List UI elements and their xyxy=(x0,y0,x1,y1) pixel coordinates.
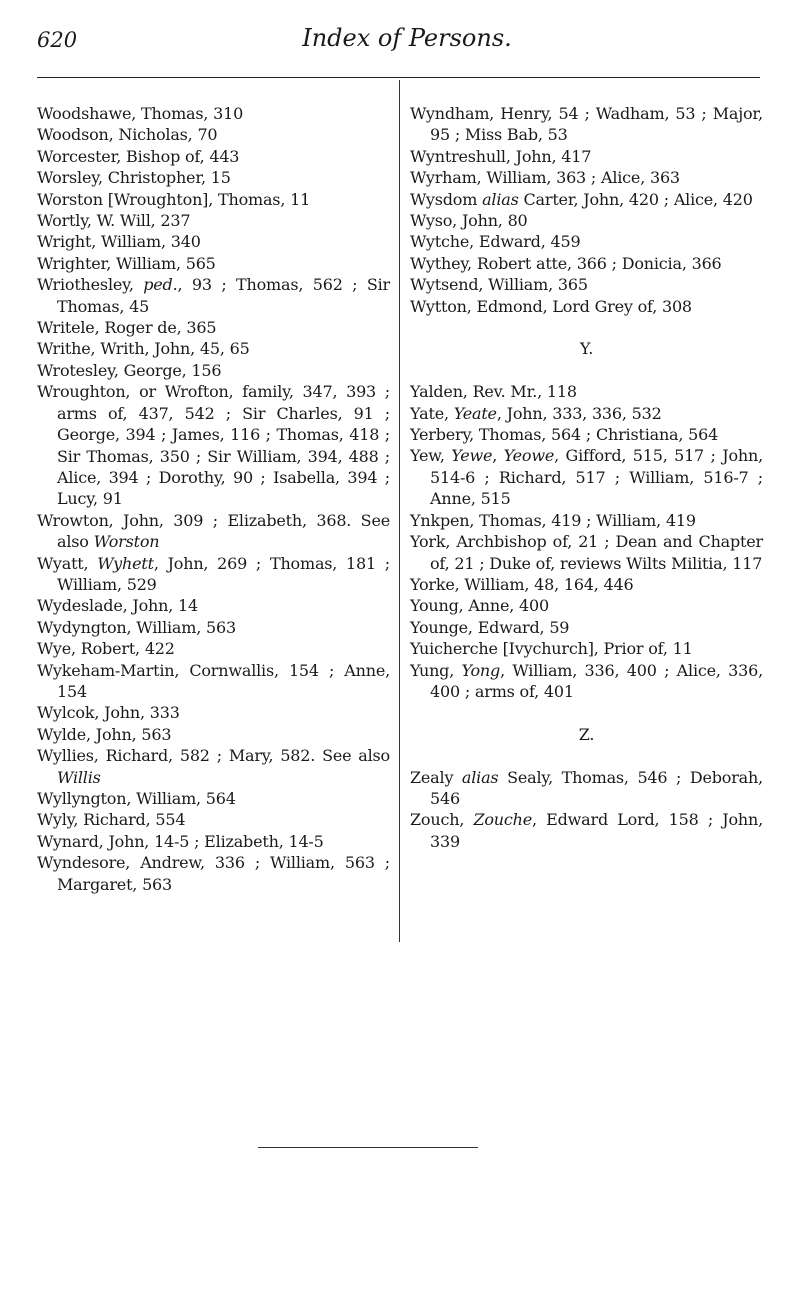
entry-text: Writhe, Writh, John, 45, 65 xyxy=(37,339,250,359)
entry-text: Wythey, Robert atte, 366 ; Donicia, 366 xyxy=(410,253,722,273)
italic-text: alias xyxy=(461,767,499,787)
entry-text: Wylcok, John, 333 xyxy=(37,703,180,723)
index-entry xyxy=(37,146,390,167)
index-entry xyxy=(37,338,390,359)
entry-text: Wrotesley, George, 156 xyxy=(37,360,222,380)
entry-text: Wye, Robert, 422 xyxy=(37,639,175,659)
entry-text: Zouch, xyxy=(410,810,474,830)
index-entry xyxy=(410,253,763,274)
index-entry xyxy=(37,253,390,274)
index-entry xyxy=(37,317,390,338)
entry-text: Wright, William, 340 xyxy=(37,232,201,252)
index-entry xyxy=(37,510,390,553)
index-entry xyxy=(410,189,763,210)
index-entry xyxy=(410,296,763,317)
entry-text: Woodshawe, Thomas, 310 xyxy=(37,104,244,123)
entry-text: Wydyngton, William, 563 xyxy=(37,617,236,637)
italic-text: Worston xyxy=(93,532,160,552)
entry-text: , John, 269 ; Thomas, 181 ; William, 529 xyxy=(57,553,390,594)
index-entry xyxy=(37,831,390,852)
entry-text: Wylde, John, 563 xyxy=(37,724,172,744)
entry-text: Sealy, Thomas, 546 ; Deborah, 546 xyxy=(430,767,763,808)
italic-text: Yeate xyxy=(453,403,497,423)
page-title: Index of Persons. xyxy=(302,24,512,52)
entry-text: , John, 333, 336, 532 xyxy=(496,403,662,423)
entry-text: Wyly, Richard, 554 xyxy=(37,810,186,830)
italic-text: ped. xyxy=(143,275,178,295)
section-letter-heading: Y. xyxy=(579,339,594,359)
index-entry xyxy=(37,553,390,596)
entry-text: Carter, John, 420 ; Alice, 420 xyxy=(518,189,753,209)
index-entry xyxy=(410,210,763,231)
index-entry xyxy=(37,231,390,252)
index-entry xyxy=(410,274,763,295)
index-entry xyxy=(37,809,390,830)
index-entry xyxy=(410,146,763,167)
page-number: 620 xyxy=(37,28,78,52)
italic-text: Willis xyxy=(57,767,101,787)
index-entry xyxy=(37,702,390,723)
entry-text: York, Archbishop of, 21 ; Dean and Chapter of, 21 ; Duke of, reviews Wilts Militia, 117 xyxy=(410,532,763,573)
entry-text: Zealy xyxy=(410,767,462,787)
index-entry xyxy=(410,103,763,146)
left-column xyxy=(37,103,390,895)
index-entry xyxy=(37,103,390,124)
entry-text: Writele, Roger de, 365 xyxy=(37,318,217,338)
italic-text: alias xyxy=(482,189,519,209)
entry-text: Yalden, Rev. Mr., 118 xyxy=(410,382,577,402)
index-entry xyxy=(410,767,763,810)
index-entry xyxy=(410,381,763,402)
entry-text: Wyllyngton, William, 564 xyxy=(37,789,236,808)
entry-text: Wrighter, William, 565 xyxy=(37,253,216,273)
index-entry xyxy=(37,852,390,895)
entry-text: , Gifford, 515, 517 ; John, 514-6 ; Richard, 517 ; William, 516-7 ; Anne, 515 xyxy=(430,446,763,509)
index-entry xyxy=(37,360,390,381)
entry-text: , Edward Lord, 158 ; John, 339 xyxy=(430,810,763,851)
entry-text: Wytsend, William, 365 xyxy=(410,275,588,295)
index-entry xyxy=(410,617,763,638)
index-entry xyxy=(410,638,763,659)
index-entry xyxy=(410,167,763,188)
index-entry xyxy=(37,167,390,188)
index-entry xyxy=(410,403,763,424)
index-entry xyxy=(37,745,390,788)
index-entry xyxy=(37,124,390,145)
entry-text: Woodson, Nicholas, 70 xyxy=(37,125,218,145)
entry-text: , xyxy=(492,446,504,466)
italic-text: Wyhett xyxy=(97,553,154,573)
entry-text: Wytton, Edmond, Lord Grey of, 308 xyxy=(410,296,692,316)
entry-text: Yuicherche [Ivychurch], Prior of, 11 xyxy=(410,639,693,659)
italic-text: Yewe xyxy=(451,446,493,466)
entry-text: Wroughton, or Wrofton, family, 347, 393 ; arms of, 437, 542 ; Sir Charles, 91 ; George, 394 ; James, 116 ; Thomas, 418 ; Sir Thomas, 350 ; Sir William, 394, 488 ; Alice, 394 ; Dorothy, 90 ; Isabella, 394 ; Lucy, 91 xyxy=(37,382,390,509)
entry-text: Wyndesore, Andrew, 336 ; William, 563 ; Margaret, 563 xyxy=(37,853,390,894)
index-entry xyxy=(37,595,390,616)
italic-text: Yong xyxy=(461,660,501,680)
header-rule xyxy=(37,77,760,78)
entry-text: Ynkpen, Thomas, 419 ; William, 419 xyxy=(410,510,696,530)
entry-text: Wyrham, William, 363 ; Alice, 363 xyxy=(410,168,680,188)
entry-text: Wydeslade, John, 14 xyxy=(37,596,198,616)
index-entry xyxy=(37,788,390,809)
index-entry xyxy=(410,595,763,616)
entry-text: Wrowton, John, 309 ; Elizabeth, 368. See also xyxy=(37,510,390,552)
italic-text: Zouche xyxy=(473,810,533,830)
index-entry xyxy=(37,381,390,509)
entry-text: Yew, xyxy=(410,446,452,466)
entry-text: Yorke, William, 48, 164, 446 xyxy=(410,574,634,594)
entry-text: Wyntreshull, John, 417 xyxy=(410,146,592,166)
entry-text: Wyso, John, 80 xyxy=(410,211,528,231)
right-column xyxy=(410,103,763,852)
italic-text: Yeowe xyxy=(503,446,555,466)
index-entry xyxy=(410,445,763,509)
index-entry xyxy=(37,617,390,638)
entry-text: Wykeham-Martin, Cornwallis, 154 ; Anne, 154 xyxy=(37,660,390,701)
entry-text: Wortly, W. Will, 237 xyxy=(37,211,191,231)
entry-text: Wriothesley, xyxy=(37,275,144,295)
entry-text: Wytche, Edward, 459 xyxy=(410,232,581,252)
entry-text: Yerbery, Thomas, 564 ; Christiana, 564 xyxy=(410,425,719,445)
index-entry xyxy=(410,660,763,703)
index-entry xyxy=(37,274,390,317)
index-entry xyxy=(37,638,390,659)
index-entry xyxy=(410,809,763,852)
entry-text: Worcester, Bishop of, 443 xyxy=(37,146,240,166)
entry-text: Yate, xyxy=(410,403,454,423)
entry-text: , William, 336, 400 ; Alice, 336, 400 ; arms of, 401 xyxy=(430,660,763,701)
index-entry xyxy=(410,510,763,531)
entry-text: , 93 ; Thomas, 562 ; Sir Thomas, 45 xyxy=(57,275,390,316)
index-entry xyxy=(37,660,390,703)
entry-text: Worston [Wroughton], Thomas, 11 xyxy=(37,189,311,209)
index-entry xyxy=(410,531,763,574)
index-entry xyxy=(37,210,390,231)
index-entry xyxy=(37,724,390,745)
index-entry xyxy=(410,574,763,595)
entry-text: Wynard, John, 14-5 ; Elizabeth, 14-5 xyxy=(37,831,324,851)
footer-rule xyxy=(258,1147,478,1148)
index-entry xyxy=(410,424,763,445)
entry-text: Wyndham, Henry, 54 ; Wadham, 53 ; Major, 95 ; Miss Bab, 53 xyxy=(410,104,763,145)
entry-text: Wyatt, xyxy=(37,553,98,573)
entry-text: Younge, Edward, 59 xyxy=(410,617,570,637)
entry-text: Yung, xyxy=(410,660,462,680)
index-entry xyxy=(37,189,390,210)
entry-text: Wysdom xyxy=(410,189,483,209)
entry-text: Wyllies, Richard, 582 ; Mary, 582. See also xyxy=(37,746,390,766)
section-letter-heading: Z. xyxy=(578,724,595,744)
entry-text: Young, Anne, 400 xyxy=(410,596,549,616)
column-divider xyxy=(399,80,400,942)
entry-text: Worsley, Christopher, 15 xyxy=(37,168,231,188)
index-entry xyxy=(410,231,763,252)
